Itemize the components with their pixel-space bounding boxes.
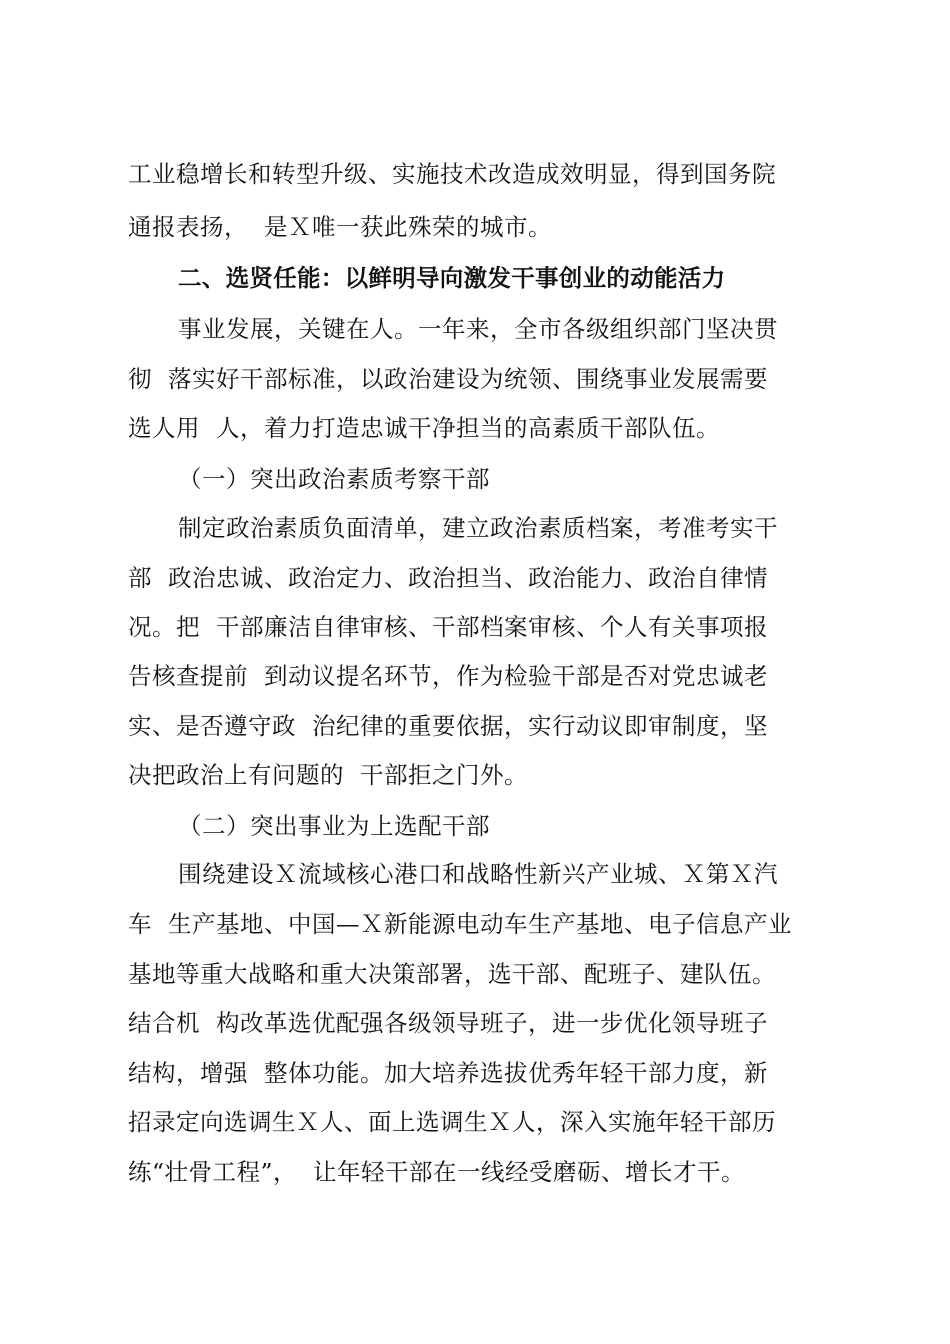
paragraph-line: 练“壮骨工程”， 让年轻干部在一线经受磨砺、增长才干。 [128, 1158, 745, 1186]
paragraph-line: 结合机 构改革选优配强各级领导班子，进一步优化领导班子 [128, 1009, 768, 1037]
subheading-1: （一）突出政治素质考察干部 [178, 465, 490, 493]
paragraph-line: 招录定向选调生Ｘ人、面上选调生Ｘ人，深入实施年轻干部历 [128, 1108, 776, 1136]
paragraph-line: 围绕建设Ｘ流域核心港口和战略性新兴产业城、Ｘ第Ｘ汽 [178, 860, 778, 888]
paragraph-line: 实、是否遵守政 治纪律的重要依据，实行动议即审制度，坚 [128, 712, 768, 740]
paragraph-line: 车 生产基地、中国—Ｘ新能源电动车生产基地、电子信息产业 [128, 910, 792, 938]
paragraph-line: 决把政治上有问题的 干部拒之门外。 [128, 761, 528, 789]
section-heading: 二、选贤任能：以鲜明导向激发干事创业的动能活力 [178, 264, 726, 292]
paragraph-line: 结构，增强 整体功能。加大培养选拔优秀年轻干部力度，新 [128, 1059, 768, 1087]
paragraph-line: 选人用 人，着力打造忠诚干净担当的高素质干部队伍。 [128, 414, 720, 442]
paragraph-line: 工业稳增长和转型升级、实施技术改造成效明显，得到国务院 [128, 160, 776, 188]
paragraph-line: 通报表扬， 是Ｘ唯一获此殊荣的城市。 [128, 213, 552, 241]
paragraph-line: 况。把 干部廉洁自律审核、干部档案审核、个人有关事项报 [128, 613, 768, 641]
paragraph-line: 基地等重大战略和重大决策部署，选干部、配班子、建队伍。 [128, 960, 776, 988]
paragraph-line: 部 政治忠诚、政治定力、政治担当、政治能力、政治自律情 [128, 564, 768, 592]
subheading-2: （二）突出事业为上选配干部 [178, 812, 490, 840]
paragraph-line: 告核查提前 到动议提名环节，作为检验干部是否对党忠诚老 [128, 662, 768, 690]
paragraph-line: 彻 落实好干部标准，以政治建设为统领、围绕事业发展需要 [128, 365, 768, 393]
paragraph-line: 制定政治素质负面清单，建立政治素质档案，考准考实干 [178, 514, 778, 542]
paragraph-line: 事业发展，关键在人。一年来，全市各级组织部门坚决贯 [178, 315, 778, 343]
